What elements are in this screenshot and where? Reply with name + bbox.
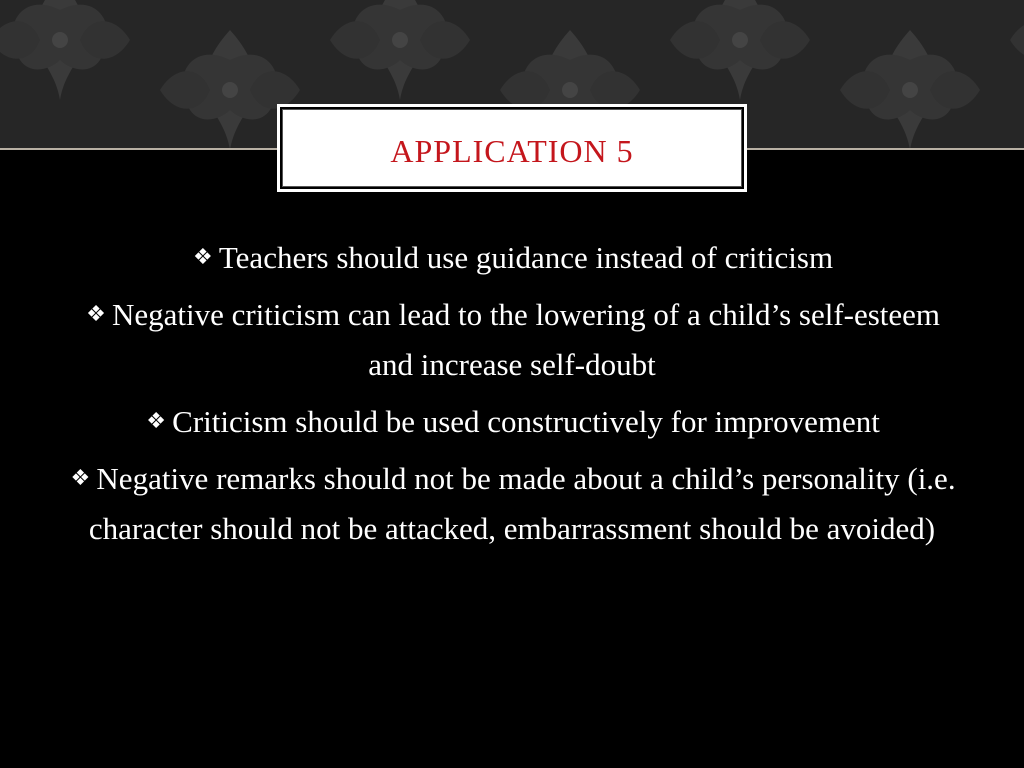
bullet-item (60, 289, 964, 390)
bullet-text: Teachers should use guidance instead of criticism (218, 240, 834, 275)
diamond-bullet-icon: ❖ (70, 465, 91, 490)
bullet-item (60, 232, 964, 283)
bullet-list (60, 232, 964, 560)
diamond-bullet-icon: ❖ (86, 301, 106, 326)
bullet-item (60, 396, 964, 447)
bullet-text: Negative remarks should not be made about a child’s personality (i.e. character should not be attacked, embarrassment should be avoided) (88, 461, 956, 546)
bullet-item (60, 453, 964, 554)
diamond-bullet-icon: ❖ (146, 408, 166, 433)
diamond-bullet-icon: ❖ (193, 244, 213, 269)
slide-title: APPLICATION 5 (390, 133, 634, 169)
title-box (277, 104, 747, 192)
bullet-text: Negative criticism can lead to the lowering of a child’s self-esteem and increase self-doubt (111, 297, 941, 382)
bullet-text: Criticism should be used constructively for improvement (172, 404, 880, 439)
